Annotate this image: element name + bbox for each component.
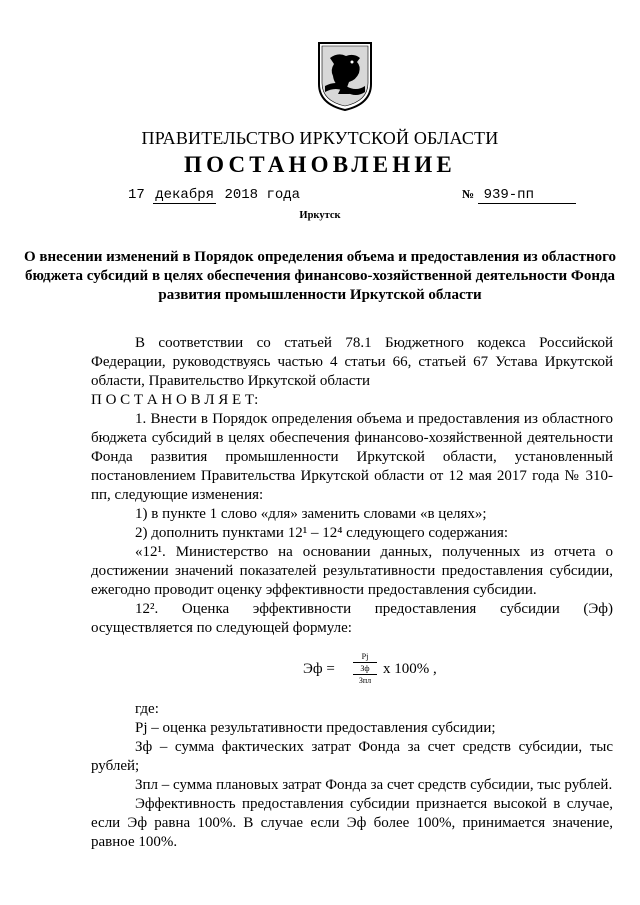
date-day: 17 (128, 187, 145, 203)
formula-numerator: Pj (361, 652, 369, 661)
formula-denominator: Зпл (358, 676, 372, 685)
formula-lhs: Эф = (303, 661, 335, 677)
formula-fraction (353, 652, 377, 685)
date-year: 2018 (224, 187, 259, 203)
date-month: декабря (155, 187, 215, 203)
formula-middle: Зф (360, 664, 370, 673)
where-label: где: (135, 701, 159, 717)
date-suffix: года (266, 187, 301, 203)
formula-rhs: x 100% , (383, 661, 437, 677)
city-name: Иркутск (299, 210, 341, 221)
number-value: 939-пп (478, 187, 576, 204)
subitem-2: 2) дополнить пунктами 12¹ – 12⁴ следующего содержания: (135, 525, 509, 541)
document-type: ПОСТАНОВЛЕНИЕ (184, 152, 456, 177)
document-body (91, 334, 613, 852)
subitem-1: 1) в пункте 1 слово «для» заменить словами «в целях»; (135, 506, 487, 522)
number-label: № (462, 187, 475, 201)
closing-paragraph: Эффективность предоставления субсидии признается высокой в случае, если Эф равна 100%. В случае если Эф более 100%, принимается значение, равное 100%. (91, 796, 613, 850)
definition-zf: Зф – сумма фактических затрат Фонда за счет средств субсидии, тыс рублей; (91, 739, 613, 774)
irkutsk-coat-of-arms-icon (316, 40, 374, 112)
item-1: 1. Внести в Порядок определения объема и предоставления из областного бюджета субсидий в целях обеспечения финансово-хозяйственной деятельности Фонда развития промышленности Иркутской области, установленный постановлением Правительства Иркутской области от 12 мая 2017 года № 310-пп, следующие изменения: (91, 411, 613, 503)
formula-bar (353, 674, 377, 675)
definition-pj: Pj – оценка результативности предоставления субсидии; (135, 720, 496, 736)
document-number (462, 187, 576, 204)
government-name: ПРАВИТЕЛЬСТВО ИРКУТСКОЙ ОБЛАСТИ (141, 128, 499, 148)
paragraph-12-1: «12¹. Министерство на основании данных, полученных из отчета о достижении значений показателей результативности предоставления субсидии, ежегодно проводит оценку эффективности предоставления субсидии. (91, 544, 613, 598)
paragraph-12-2: 12². Оценка эффективности предоставления субсидии (Эф) осуществляется по следующей формуле: (91, 601, 613, 636)
efficiency-formula (91, 638, 613, 700)
document-title: О внесении изменений в Порядок определения объема и предоставления из областного бюджета субсидий в целях обеспечения финансово-хозяйственной деятельности Фонда развития промышленности Иркутской области (23, 249, 617, 303)
formula-bar (353, 662, 377, 663)
document-date (128, 187, 300, 203)
intro-paragraph: В соответствии со статьей 78.1 Бюджетного кодекса Российской Федерации, руководствуясь частью 4 статьи 66, статьей 67 Устава Иркутской области, Правительство Иркутской области (91, 335, 613, 389)
definition-zpl: Зпл – сумма плановых затрат Фонда за счет средств субсидии, тыс рублей. (135, 777, 613, 793)
decree-word: П О С Т А Н О В Л Я Е Т: (91, 392, 259, 408)
